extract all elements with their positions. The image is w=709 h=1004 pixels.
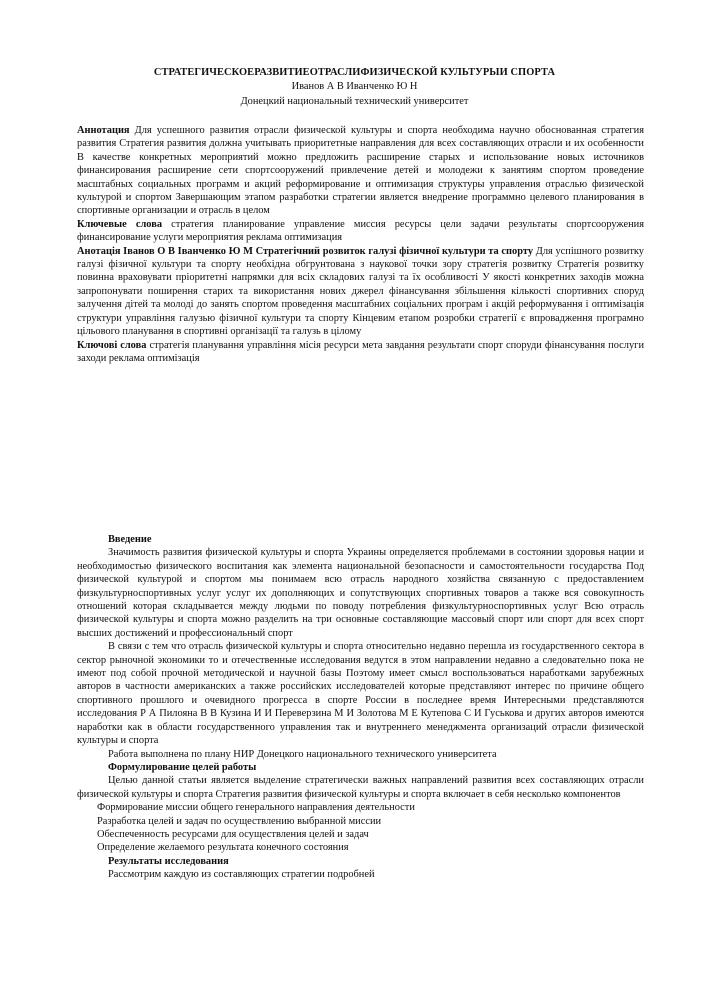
abstract-ru-text: Для успешного развития отрасли физической культуры и спорта необходима научно обоснованная стратегия развития Стратегия развития должна учитывать приоритетные направления для всех составляющих отрасли и их особенности В качестве конкретных мероприятий можно предложить расширение старых и использование новых источников финансирования расширение сети спортсооружений привлечение детей и молодежи к занятиям спортом проведение масштабных социальных программ и акций реформирование и оптимизация структуры управления отраслью физической культурой и спортом Завершающим этапом разработки стратегии является внедрение программно целевого планирования в спортивные организации и отрасль в целом bbox=[77, 125, 644, 217]
results-heading: Результаты исследования bbox=[108, 855, 229, 867]
abstracts-block bbox=[77, 124, 644, 365]
keywords-ua-label: Ключові слова bbox=[77, 339, 147, 351]
keywords-ru-label: Ключевые слова bbox=[77, 218, 163, 230]
abstract-ua-label: Анотація Іванов О В Іванченко Ю М Стратегічний розвиток галузі фізичної культури та спорту bbox=[77, 245, 534, 257]
intro-paragraph-3: Работа выполнена по плану НИР Донецкого национального технического университета bbox=[108, 748, 497, 760]
abstract-ru-label: Аннотация bbox=[77, 125, 130, 136]
abstract-ru bbox=[77, 124, 644, 218]
list-item: Обеспеченность ресурсами для осуществления целей и задач bbox=[97, 828, 369, 840]
list-item: Формирование миссии общего генерального направления деятельности bbox=[97, 802, 415, 814]
results-paragraph-1: Рассмотрим каждую из составляющих стратегии подробней bbox=[108, 869, 375, 881]
keywords-ua-text: стратегія планування управління місія ресурси мета завдання результати спорт споруди фінансування послуги заходи реклама оптимізація bbox=[77, 339, 644, 364]
list-item: Разработка целей и задач по осуществлению выбранной миссии bbox=[97, 815, 382, 827]
goals-heading: Формулирование целей работы bbox=[108, 761, 257, 773]
goals-paragraph-1: Целью данной статьи является выделение стратегически важных направлений развития всех составляющих отрасли физической культуры и спорта Стратегия развития физической культуры и спорта включает в себя несколько компонентов bbox=[77, 775, 644, 800]
keywords-ua bbox=[77, 339, 644, 366]
intro-paragraph-2: В связи с тем что отрасль физической культуры и спорта относительно недавно перешла из государственного сектора в сектор рыночной экономики то и отечественные исследования ведутся в этом направлении недавно а следовательно пока не имеют под собой прочной методической и научной базы Поэтому имеет смысл воспользоваться наработками зарубежных авторов в частности американских а также российских исследователей которые представляют интерес по причине общего спортивного прошлого и очевидного прогресса в спорте России в последнее время Интересными представляются исследования Р А Пилояна В В Кузина И И Переверзина М И Золотова М Е Кутепова С И Гуськова и других авторов имеются наработки как в области государственного управления так и внутреннего менеджмента организаций отрасли физической культуры и спорта bbox=[77, 641, 644, 747]
keywords-ru bbox=[77, 218, 644, 245]
abstract-ua-text: Для успішного розвитку галузі фізичної культури та спорту необхідна обгрунтована з наукової точки зору стратегія розвитку Стратегія розвитку повинна враховувати пріоритетні напрямки для всіх складових галузі та їх особливості У якості конкретних заходів можна запропонувати поширення старих та використання нових джерел фінансування збільшення кількості спортивних споруд залучення дітей та молоді до занять спортом проведення масштабних соціальних програм і акцій реформування і оптимізація структури управління галузью фізичної культури та спорту Кінцевим етапом розробки стратегії є впровадження програмно цільового планування в спортивні організації та галузь в цілому bbox=[77, 245, 644, 338]
keywords-ru-text: стратегия планирование управление миссия ресурсы цели задачи результаты спортсооружения финансирование услуги мероприятия реклама оптимизация bbox=[77, 218, 644, 244]
paper-authors: Иванов А В Иванченко Ю Н bbox=[291, 81, 418, 92]
body-block bbox=[77, 533, 644, 882]
paper-title: СТРАТЕГИЧЕСКОЕРАЗВИТИЕОТРАСЛИФИЗИЧЕСКОЙ КУЛЬТУРЫИ СПОРТА bbox=[153, 67, 556, 78]
intro-paragraph-1: Значимость развития физической культуры и спорта Украины определяется проблемами в состоянии здоровья нации и необходимостью физического воспитания как элемента национальной безопасности и самостоятельности государства Под физической культурой и спортом мы понимаем всю отрасль народного хозяйства связанную с предоставлением физкультурноспортивных услуг услуг их дополняющих и сопутствующих спортивных товаров а также вся совокупность отношений которая складывается между людьми по поводу потребления физкультурноспортивных услуг Всю отрасль физической культуры и спорта можно разделить на три основные составляющие массовый спорт или спорт для всех спорт высших достижений и профессиональный спорт bbox=[77, 547, 644, 639]
abstract-ua bbox=[77, 245, 644, 339]
list-item: Определение желаемого результата конечного состояния bbox=[97, 842, 349, 854]
intro-heading: Введение bbox=[108, 534, 152, 545]
paper-affiliation: Донецкий национальный технический университет bbox=[240, 96, 469, 107]
